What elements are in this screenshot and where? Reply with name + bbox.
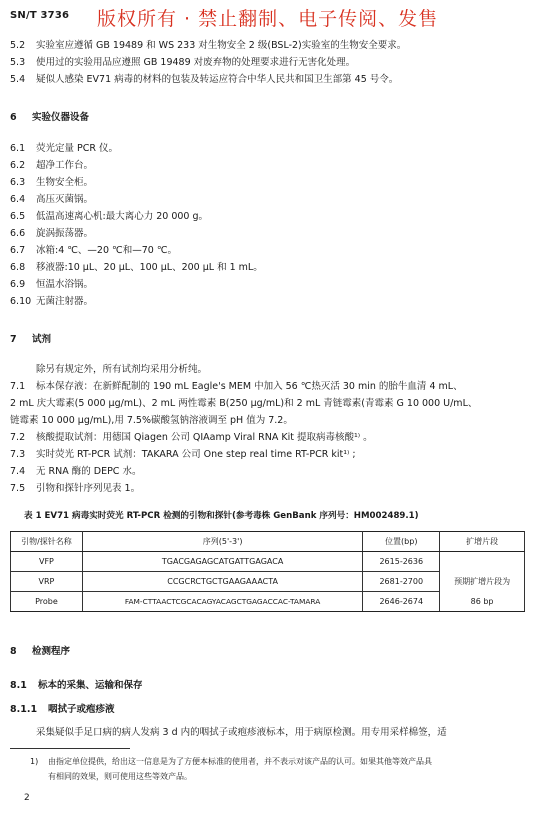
list-item: 6.7 冰箱:4 ℃、—20 ℃和—70 ℃。 <box>10 245 177 256</box>
paragraph: 采集疑似手足口病的病人发病 3 d 内的咽拭子或疱疹液标本，用于病原检测。用专用采样棉签，适 <box>36 727 447 738</box>
section-heading: 7 试剂 <box>10 334 52 345</box>
standard-number: SN/T 3736 <box>10 10 70 21</box>
list-item: 7.1 标本保存液：在新鲜配制的 190 mL Eagle's MEM 中加入 56 ℃热灭活 30 min 的胎牛血清 4 mL、 <box>10 381 463 392</box>
primer-name-cell: VRP <box>11 572 83 592</box>
list-item: 6.1 荧光定量 PCR 仪。 <box>10 143 119 154</box>
footnote-divider <box>10 748 130 749</box>
position-cell: 2681-2700 <box>363 572 440 592</box>
list-item: 7.4 无 RNA 酶的 DEPC 水。 <box>10 466 142 477</box>
list-item: 6.4 高压灭菌锅。 <box>10 194 94 205</box>
list-item: 5.4 疑似人感染 EV71 病毒的材料的包装及转运应符合中华人民共和国卫生部第 45 号令。 <box>10 74 399 85</box>
list-item: 6.2 超净工作台。 <box>10 160 94 171</box>
list-item: 7.3 实时荧光 RT-PCR 试剂：TAKARA 公司 One step real time RT-PCR kit¹⁾ ; <box>10 449 356 460</box>
amplicon-cell <box>440 552 525 572</box>
primer-name-cell: Probe <box>11 592 83 612</box>
primer-probe-table <box>10 531 525 612</box>
subsection-heading: 8.1 标本的采集、运输和保存 <box>10 680 143 691</box>
list-item: 6.8 移液器:10 μL、20 μL、100 μL、200 μL 和 1 mL。 <box>10 262 263 273</box>
paragraph-continuation: 2 mL 庆大霉素(5 000 μg/mL)、2 mL 两性霉素 B(250 μg/mL)和 2 mL 青链霉素(青霉素 G 10 000 U/mL、 <box>10 398 478 409</box>
copyright-watermark: 版权所有 · 禁止翻制、电子传阅、发售 <box>97 8 439 30</box>
section-heading: 8 检测程序 <box>10 646 71 657</box>
column-header: 扩增片段 <box>440 532 525 552</box>
sequence-cell: TGACGAGAGCATGATTGAGACA <box>82 552 362 572</box>
table-row <box>11 572 525 592</box>
list-item: 5.2 实验室应遵循 GB 19489 和 WS 233 对生物安全 2 级(BSL-2)实验室的生物安全要求。 <box>10 40 407 51</box>
sequence-cell: CCGCRCTGCTGAAGAAACTA <box>82 572 362 592</box>
footnote: 1) 由指定单位提供，给出这一信息是为了方便本标准的使用者，并不表示对该产品的认可。如果其他等效产品具 <box>30 757 432 766</box>
paragraph: 除另有规定外，所有试剂均采用分析纯。 <box>36 364 208 375</box>
position-cell: 2646-2674 <box>363 592 440 612</box>
list-item: 6.10 无菌注射器。 <box>10 296 94 307</box>
subsection-heading: 8.1.1 咽拭子或疱疹液 <box>10 704 115 715</box>
table-caption: 表 1 EV71 病毒实时荧光 RT-PCR 检测的引物和探针(参考毒株 GenBank 序列号：HM002489.1) <box>24 511 419 521</box>
column-header: 序列(5'-3') <box>82 532 362 552</box>
list-item: 7.2 核酸提取试剂：用德国 Qiagen 公司 QIAamp Viral RNA Kit 提取病毒核酸¹⁾ 。 <box>10 432 373 443</box>
column-header: 位置(bp) <box>363 532 440 552</box>
amplicon-cell: 预期扩增片段为 <box>440 572 525 592</box>
table-header-row <box>11 532 525 552</box>
section-heading: 6 实验仪器设备 <box>10 112 90 123</box>
amplicon-cell: 86 bp <box>440 592 525 612</box>
paragraph-continuation: 链霉素 10 000 μg/mL),用 7.5%碳酸氢钠溶液调至 pH 值为 7.2。 <box>10 415 293 426</box>
footnote-continuation: 有相同的效果，则可使用这些等效产品。 <box>48 772 192 781</box>
position-cell: 2615-2636 <box>363 552 440 572</box>
list-item: 6.9 恒温水浴锅。 <box>10 279 94 290</box>
primer-name-cell: VFP <box>11 552 83 572</box>
table-row <box>11 552 525 572</box>
list-item: 5.3 使用过的实验用品应遵照 GB 19489 对废弃物的处理要求进行无害化处理。 <box>10 57 356 68</box>
sequence-cell: FAM-CTTAACTCGCACAGYACAGCTGAGACCAC-TAMARA <box>82 592 362 612</box>
page-number: 2 <box>24 793 30 803</box>
list-item: 6.6 旋涡振荡器。 <box>10 228 94 239</box>
list-item: 6.3 生物安全柜。 <box>10 177 94 188</box>
column-header: 引物/探针名称 <box>11 532 83 552</box>
list-item: 7.5 引物和探针序列见表 1。 <box>10 483 141 494</box>
table-row <box>11 592 525 612</box>
list-item: 6.5 低温高速离心机:最大离心力 20 000 g。 <box>10 211 209 222</box>
